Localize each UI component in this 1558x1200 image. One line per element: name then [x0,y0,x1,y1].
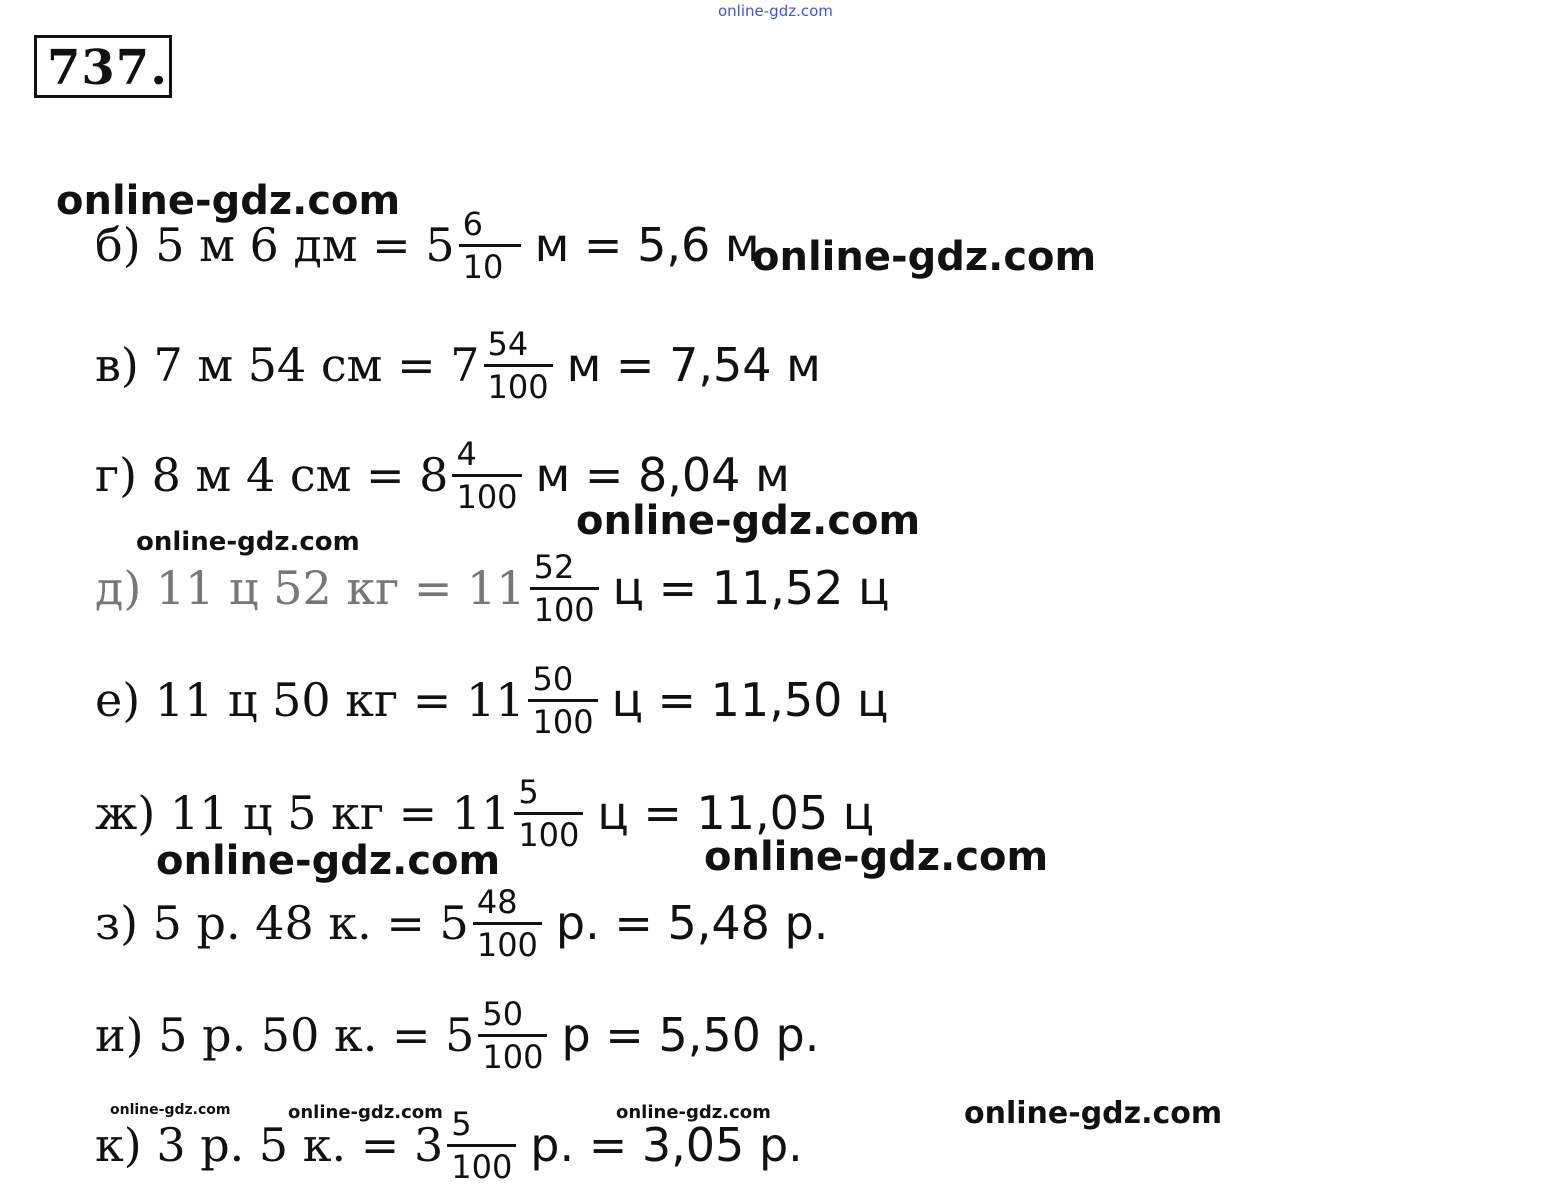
equation-right: р. = 5,48 р. [555,896,829,950]
equation-row-i [95,980,819,1090]
fraction [459,204,521,287]
equation-right: м = 7,54 м [566,338,821,392]
problem-number: 737. [34,35,172,98]
denominator: 100 [518,815,580,854]
equation-right: ц = 11,50 ц [611,673,889,727]
denominator: 100 [533,590,595,629]
equation-right: м = 8,04 м [535,448,790,502]
watermark: online-gdz.com [964,1096,1223,1131]
numerator: 52 [533,547,575,586]
fraction [473,882,542,965]
denominator: 100 [476,925,538,964]
equation-row-v [95,310,821,420]
watermark: online-gdz.com [616,1102,771,1123]
numerator: 6 [462,204,483,243]
watermark: online-gdz.com [136,527,360,557]
denominator: 100 [482,1037,544,1076]
fraction [447,1104,516,1187]
watermark: online-gdz.com [576,498,921,544]
equation-left: и) 5 р. 50 к. = 5 [95,1008,475,1062]
numerator: 50 [532,659,574,698]
denominator: 100 [532,702,594,741]
fraction [484,324,553,407]
fraction [528,659,597,742]
denominator: 100 [487,367,549,406]
fraction [530,547,599,630]
denominator: 100 [456,477,518,516]
equation-left: г) 8 м 4 см = 8 [95,448,449,502]
equation-left: ж) 11 ц 5 кг = 11 [95,786,511,840]
watermark-top: online-gdz.com [718,2,833,20]
equation-right: ц = 11,05 ц [597,786,875,840]
watermark: online-gdz.com [288,1102,443,1123]
watermark: online-gdz.com [56,178,401,224]
equation-left: к) 3 р. 5 к. = 3 [95,1118,444,1172]
equation-row-z [95,868,828,978]
equation-left: з) 5 р. 48 к. = 5 [95,896,469,950]
equation-right: м = 5,6 м [534,218,760,272]
equation-left: д) 11 ц 52 кг = 11 [95,561,526,615]
denominator: 10 [462,247,504,286]
equation-right: р. = 3,05 р. [530,1118,803,1172]
equation-left: в) 7 м 54 см = 7 [95,338,480,392]
watermark: online-gdz.com [704,834,1049,880]
numerator: 5 [451,1104,472,1143]
equation-left: е) 11 ц 50 кг = 11 [95,673,525,727]
watermark: online-gdz.com [156,838,501,884]
numerator: 4 [456,434,477,473]
numerator: 54 [487,324,529,363]
numerator: 50 [482,994,524,1033]
equation-right: ц = 11,52 ц [612,561,890,615]
fraction [478,994,547,1077]
equation-right: р = 5,50 р. [561,1008,820,1062]
equation-row-e [95,645,888,755]
equation-left: б) 5 м 6 дм = 5 [95,218,455,272]
watermark: online-gdz.com [110,1102,231,1118]
watermark: online-gdz.com [752,234,1097,280]
fraction [452,434,521,517]
numerator: 5 [518,772,539,811]
numerator: 48 [476,882,518,921]
denominator: 100 [451,1147,513,1186]
fraction [514,772,583,855]
